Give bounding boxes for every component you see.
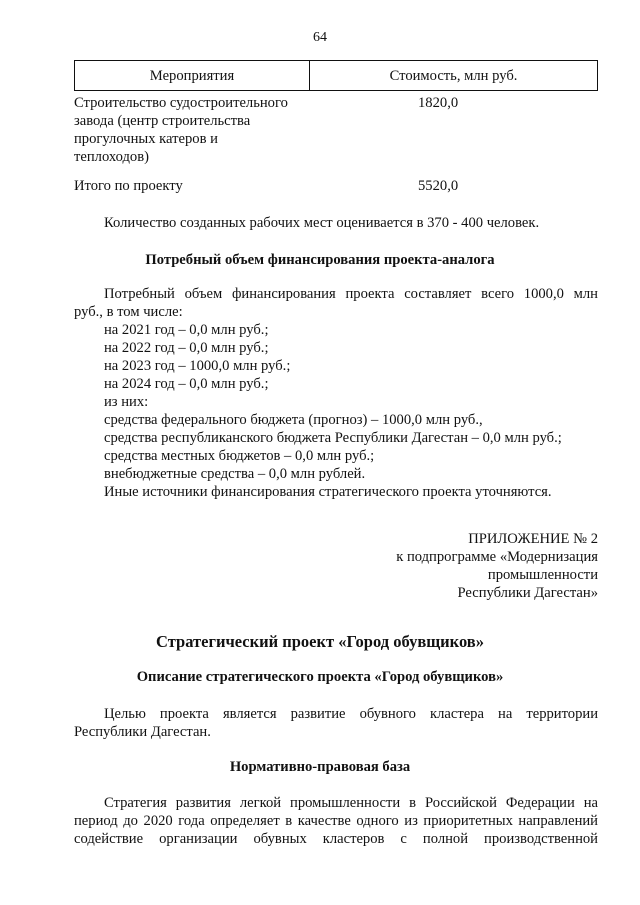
legal-text: Стратегия развития легкой промышленности в Российской Федерации на xyxy=(104,795,598,811)
financing-intro: Потребный объем финансирования проекта составляет всего 1000,0 млн xyxy=(104,286,598,302)
year-item: на 2022 год – 0,0 млн руб.; xyxy=(104,340,269,356)
project-title: Стратегический проект «Город обувщиков» xyxy=(156,632,484,651)
legal-text-cont: период до 2020 года определяет в качестве одного из приоритетных направлений xyxy=(74,813,598,829)
row-value: 1820,0 xyxy=(418,95,459,111)
year-item: на 2021 год – 0,0 млн руб.; xyxy=(104,322,269,338)
appendix-block xyxy=(298,530,598,602)
page-number: 64 xyxy=(313,30,327,45)
appendix-line: промышленности xyxy=(487,567,598,583)
row-label-line: теплоходов) xyxy=(74,149,149,165)
year-item: на 2023 год – 1000,0 млн руб.; xyxy=(104,358,291,374)
source-item: внебюджетные средства – 0,0 млн рублей. xyxy=(104,466,366,482)
of-which-label: из них: xyxy=(104,394,149,410)
other-sources-text: Иные источники финансирования стратегического проекта уточняются. xyxy=(104,484,552,500)
table-header-row xyxy=(75,61,598,91)
column-header-activities: Мероприятия xyxy=(75,61,310,91)
appendix-line: Республики Дагестан» xyxy=(457,585,598,601)
appendix-line: к подпрограмме «Модернизация xyxy=(396,549,598,565)
total-value: 5520,0 xyxy=(418,178,459,194)
year-item: на 2024 год – 0,0 млн руб.; xyxy=(104,376,269,392)
legal-heading: Нормативно-правовая база xyxy=(229,759,411,775)
jobs-text: Количество созданных рабочих мест оценивается в 370 - 400 человек. xyxy=(104,215,540,231)
source-item: средства местных бюджетов – 0,0 млн руб.; xyxy=(104,448,375,464)
column-header-cost: Стоимость, млн руб. xyxy=(310,61,598,91)
row-label-line: завода (центр строительства xyxy=(74,113,251,129)
description-heading: Описание стратегического проекта «Город обувщиков» xyxy=(136,669,504,685)
financing-heading: Потребный объем финансирования проекта-аналога xyxy=(145,252,495,268)
cost-table xyxy=(74,60,598,91)
financing-intro-cont: руб., в том числе: xyxy=(74,304,183,320)
table-row xyxy=(74,94,314,166)
goal-text-cont: Республики Дагестан. xyxy=(74,724,211,740)
row-label-line: Строительство судостроительного xyxy=(74,95,288,111)
source-item: средства республиканского бюджета Республики Дагестан – 0,0 млн руб.; xyxy=(104,430,562,446)
source-item: средства федерального бюджета (прогноз) – 1000,0 млн руб., xyxy=(104,412,483,428)
legal-text-cont: содействие организации обувных кластеров с полной производственной xyxy=(74,831,598,847)
appendix-title: ПРИЛОЖЕНИЕ № 2 xyxy=(468,531,598,547)
total-label: Итого по проекту xyxy=(74,178,183,194)
goal-text: Целью проекта является развитие обувного кластера на территории xyxy=(104,706,598,722)
row-label-line: прогулочных катеров и xyxy=(74,131,218,147)
